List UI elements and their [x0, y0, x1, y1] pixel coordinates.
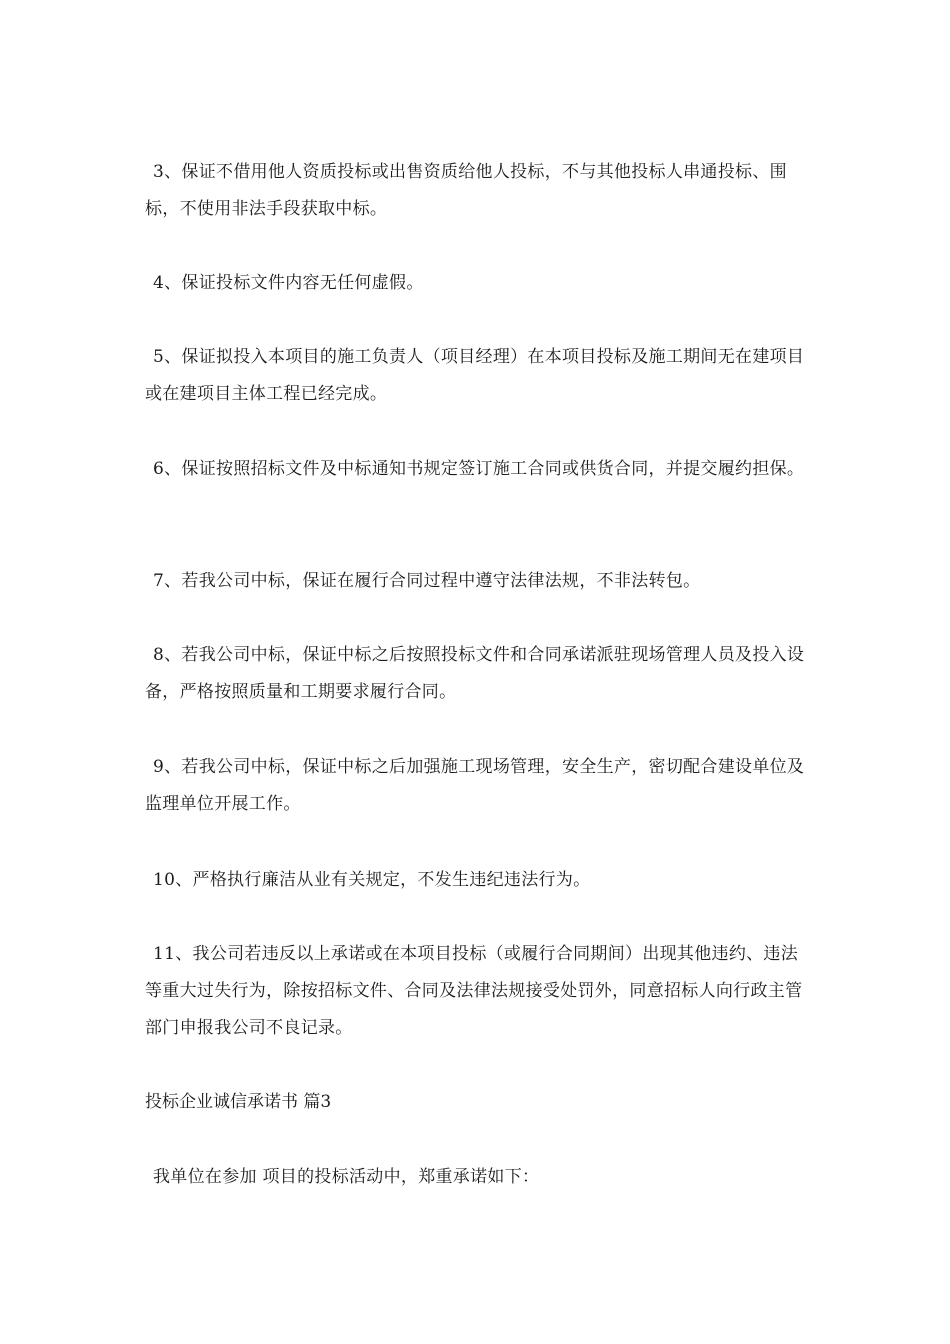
paragraph-8: 8、若我公司中标，保证中标之后按照投标文件和合同承诺派驻现场管理人员及投入设备，严格按照质量和工期要求履行合同。: [145, 645, 805, 702]
paragraph-9: 9、若我公司中标，保证中标之后加强施工现场管理，安全生产，密切配合建设单位及监理单位开展工作。: [145, 757, 805, 814]
section-title: 投标企业诚信承诺书 篇3: [145, 1092, 332, 1112]
paragraph-4: 4、保证投标文件内容无任何虚假。: [153, 273, 424, 293]
paragraph-3: 3、保证不借用他人资质投标或出售资质给他人投标，不与其他投标人串通投标、围标，不使用非法手段获取中标。: [145, 162, 787, 219]
paragraph-6: 6、保证按照招标文件及中标通知书规定签订施工合同或供货合同，并提交履约担保。: [153, 459, 805, 479]
paragraph-10: 10、严格执行廉洁从业有关规定，不发生违纪违法行为。: [153, 870, 591, 890]
intro-paragraph: 我单位在参加 项目的投标活动中，郑重承诺如下：: [153, 1167, 540, 1187]
paragraph-7: 7、若我公司中标，保证在履行合同过程中遵守法律法规，不非法转包。: [153, 571, 701, 591]
paragraph-11: 11、我公司若违反以上承诺或在本项目投标（或履行合同期间）出现其他违约、违法等重大过失行为，除按招标文件、合同及法律法规接受处罚外，同意招标人向行政主管部门申报我公司不良记录。: [145, 944, 803, 1038]
paragraph-5: 5、保证拟投入本项目的施工负责人（项目经理）在本项目投标及施工期间无在建项目或在建项目主体工程已经完成。: [145, 347, 805, 404]
